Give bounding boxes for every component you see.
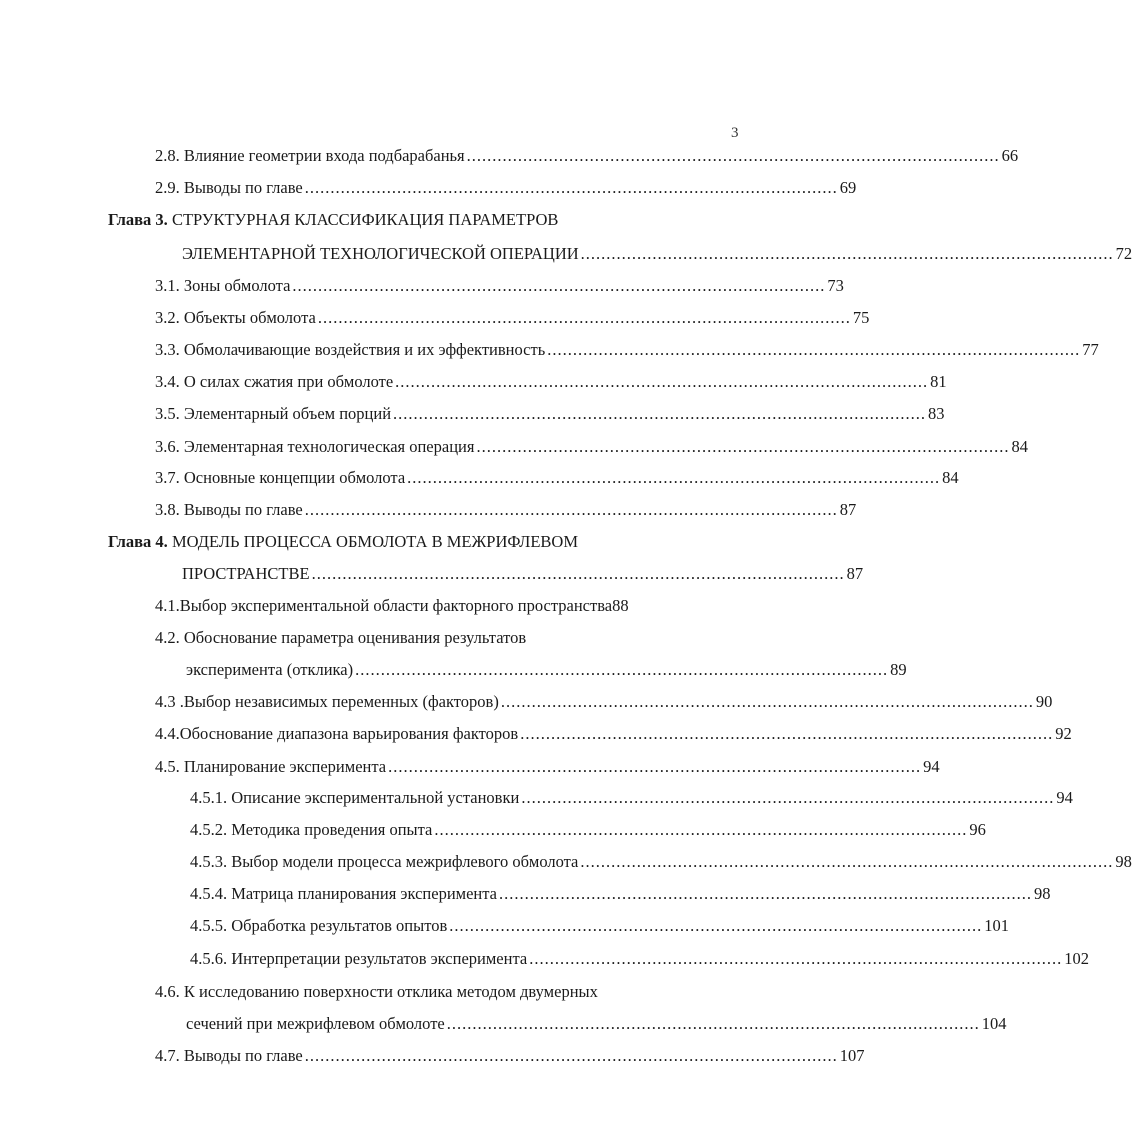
entry-number: 4.5.6.	[190, 949, 228, 968]
chapter-label: Глава 3.	[108, 210, 168, 229]
toc-entry-2-9	[155, 175, 857, 201]
entry-number: 4.2.	[155, 628, 180, 647]
entry-number: 4.5.2.	[190, 820, 228, 839]
dot-leader: ........................................................................................................	[395, 372, 929, 391]
dot-leader: ........................................................................................................	[498, 884, 1032, 903]
entry-title: Обработка результатов опытов	[231, 916, 448, 935]
entry-title: Выбор экспериментальной области факторного пространства	[179, 596, 613, 615]
toc-entry-4-2	[155, 625, 526, 651]
toc-entry-4-5-2	[190, 817, 986, 843]
entry-number: 3.7.	[155, 468, 180, 487]
entry-title: .Выбор независимых переменных (факторов)	[179, 692, 499, 711]
entry-number: 3.2.	[155, 308, 180, 327]
toc-entry-4-6	[155, 979, 598, 1005]
entry-title: Элементарная технологическая операция	[183, 437, 475, 456]
dot-leader: ........................................................................................................	[304, 1046, 838, 1065]
entry-page: 90	[1035, 692, 1053, 711]
toc-entry-4-5	[155, 754, 940, 780]
entry-number: 3.4.	[155, 372, 180, 391]
toc-entry-3-1	[155, 273, 844, 299]
entry-page: 72	[1115, 244, 1132, 263]
toc-entry-4-5-3	[190, 849, 1132, 875]
entry-title: Влияние геометрии входа подбарабанья	[183, 146, 465, 165]
entry-page: 87	[846, 564, 864, 583]
dot-leader: ........................................................................................................	[317, 308, 851, 327]
entry-number: 3.1.	[155, 276, 180, 295]
entry-number: 4.5.4.	[190, 884, 228, 903]
chapter-title-cont: ЭЛЕМЕНТАРНОЙ ТЕХНОЛОГИЧЕСКОЙ ОПЕРАЦИИ	[182, 244, 579, 263]
entry-title: Планирование эксперимента	[183, 757, 387, 776]
toc-entry-4-5-1	[190, 785, 1073, 811]
toc-entry-4-5-4	[190, 881, 1051, 907]
dot-leader: ........................................................................................................	[580, 852, 1114, 871]
toc-entry-3-5	[155, 401, 945, 427]
entry-page: 89	[890, 660, 907, 679]
chapter-title: СТРУКТУРНАЯ КЛАССИФИКАЦИЯ ПАРАМЕТРОВ	[171, 210, 559, 229]
entry-page: 98	[1115, 852, 1132, 871]
entry-number: 4.5.5.	[190, 916, 228, 935]
chapter-4-heading	[108, 529, 578, 555]
entry-number: 4.5.	[155, 757, 180, 776]
entry-title: Выводы по главе	[183, 500, 303, 519]
entry-number: 2.9.	[155, 178, 180, 197]
entry-title: К исследованию поверхности отклика методом двумерных	[183, 982, 598, 1001]
entry-number: 4.5.3.	[190, 852, 228, 871]
toc-entry-3-2	[155, 305, 870, 331]
entry-page: 94	[923, 757, 940, 776]
entry-title: Выводы по главе	[183, 178, 303, 197]
entry-title-cont: эксперимента (отклика)	[186, 660, 354, 679]
entry-number: 4.3	[155, 692, 176, 711]
entry-number: 3.6.	[155, 437, 180, 456]
entry-number: 4.1.	[155, 596, 180, 615]
toc-entry-4-6-cont	[186, 1011, 1007, 1037]
dot-leader: ........................................................................................................	[388, 757, 922, 776]
entry-page: 73	[827, 276, 844, 295]
entry-page: 94	[1056, 788, 1073, 807]
toc-entry-4-7	[155, 1043, 865, 1069]
dot-leader: ........................................................................................................	[292, 276, 826, 295]
toc-entry-chapter-3	[182, 241, 1132, 267]
entry-title: Обоснование диапазона варьирования факторов	[179, 724, 519, 743]
entry-title: Методика проведения опыта	[231, 820, 433, 839]
toc-entry-chapter-4	[182, 561, 864, 587]
entry-page: 88	[612, 596, 629, 615]
entry-title: Интерпретации результатов эксперимента	[231, 949, 528, 968]
entry-page: 84	[1011, 437, 1028, 456]
entry-number: 4.5.1.	[190, 788, 228, 807]
dot-leader: ........................................................................................................	[393, 404, 927, 423]
entry-title: Элементарный объем порций	[183, 404, 392, 423]
dot-leader: ........................................................................................................	[446, 1014, 980, 1033]
dot-leader: ........................................................................................................	[311, 564, 845, 583]
entry-number: 4.7.	[155, 1046, 180, 1065]
toc-entry-4-2-cont	[186, 657, 907, 683]
toc-entry-4-5-5	[190, 913, 1010, 939]
entry-page: 84	[942, 468, 959, 487]
entry-number: 2.8.	[155, 146, 180, 165]
entry-title: Матрица планирования эксперимента	[231, 884, 497, 903]
entry-number: 3.8.	[155, 500, 180, 519]
dot-leader: ........................................................................................................	[304, 178, 838, 197]
entry-number: 3.3.	[155, 340, 180, 359]
chapter-3-heading	[108, 207, 558, 233]
entry-page: 83	[928, 404, 945, 423]
entry-page: 101	[984, 916, 1010, 935]
entry-title: Выбор модели процесса межрифлевого обмолота	[231, 852, 579, 871]
dot-leader: ........................................................................................................	[466, 146, 1000, 165]
entry-page: 107	[839, 1046, 865, 1065]
entry-page: 87	[839, 500, 857, 519]
entry-number: 4.6.	[155, 982, 180, 1001]
entry-page: 96	[969, 820, 986, 839]
entry-title-cont: сечений при межрифлевом обмолоте	[186, 1014, 445, 1033]
entry-title: Основные концепции обмолота	[183, 468, 406, 487]
dot-leader: ........................................................................................................	[355, 660, 889, 679]
dot-leader: ........................................................................................................	[407, 468, 941, 487]
entry-page: 77	[1082, 340, 1099, 359]
entry-number: 4.4.	[155, 724, 180, 743]
entry-title: Обоснование параметра оценивания результатов	[183, 628, 527, 647]
dot-leader: ........................................................................................................	[500, 692, 1034, 711]
chapter-title-cont: ПРОСТРАНСТВЕ	[182, 564, 310, 583]
dot-leader: ........................................................................................................	[547, 340, 1081, 359]
dot-leader: ........................................................................................................	[476, 437, 1010, 456]
entry-page: 66	[1001, 146, 1019, 165]
entry-page: 75	[852, 308, 870, 327]
toc-entry-4-5-6	[190, 946, 1089, 972]
dot-leader: ........................................................................................................	[449, 916, 983, 935]
entry-number: 3.5.	[155, 404, 180, 423]
entry-page: 104	[981, 1014, 1007, 1033]
chapter-label: Глава 4.	[108, 532, 168, 551]
dot-leader: ........................................................................................................	[304, 500, 838, 519]
entry-title: Выводы по главе	[183, 1046, 303, 1065]
toc-entry-3-7	[155, 465, 959, 491]
dot-leader: ........................................................................................................	[520, 724, 1054, 743]
page-number: 3	[731, 125, 739, 141]
toc-entry-3-6	[155, 434, 1028, 460]
dot-leader: ........................................................................................................	[580, 244, 1114, 263]
dot-leader: ........................................................................................................	[434, 820, 968, 839]
dot-leader: ........................................................................................................	[529, 949, 1063, 968]
chapter-title: МОДЕЛЬ ПРОЦЕССА ОБМОЛОТА В МЕЖРИФЛЕВОМ	[171, 532, 579, 551]
entry-title: Описание экспериментальной установки	[231, 788, 520, 807]
toc-entry-4-3	[155, 689, 1053, 715]
toc-entry-3-4	[155, 369, 947, 395]
toc-entry-4-1	[155, 593, 686, 619]
toc-entry-3-3	[155, 337, 1099, 363]
entry-page: 98	[1033, 884, 1051, 903]
toc-entry-3-8	[155, 497, 857, 523]
entry-title: Зоны обмолота	[183, 276, 291, 295]
entry-page: 92	[1055, 724, 1072, 743]
toc-entry-4-4	[155, 721, 1072, 747]
dot-leader: ........................................................................................................	[521, 788, 1055, 807]
entry-title: О силах сжатия при обмолоте	[183, 372, 394, 391]
entry-page: 69	[839, 178, 857, 197]
entry-page: 102	[1064, 949, 1089, 968]
toc-entry-2-8	[155, 143, 1019, 169]
entry-title: Обмолачивающие воздействия и их эффективность	[183, 340, 546, 359]
entry-page: 81	[930, 372, 947, 391]
entry-title: Объекты обмолота	[183, 308, 316, 327]
